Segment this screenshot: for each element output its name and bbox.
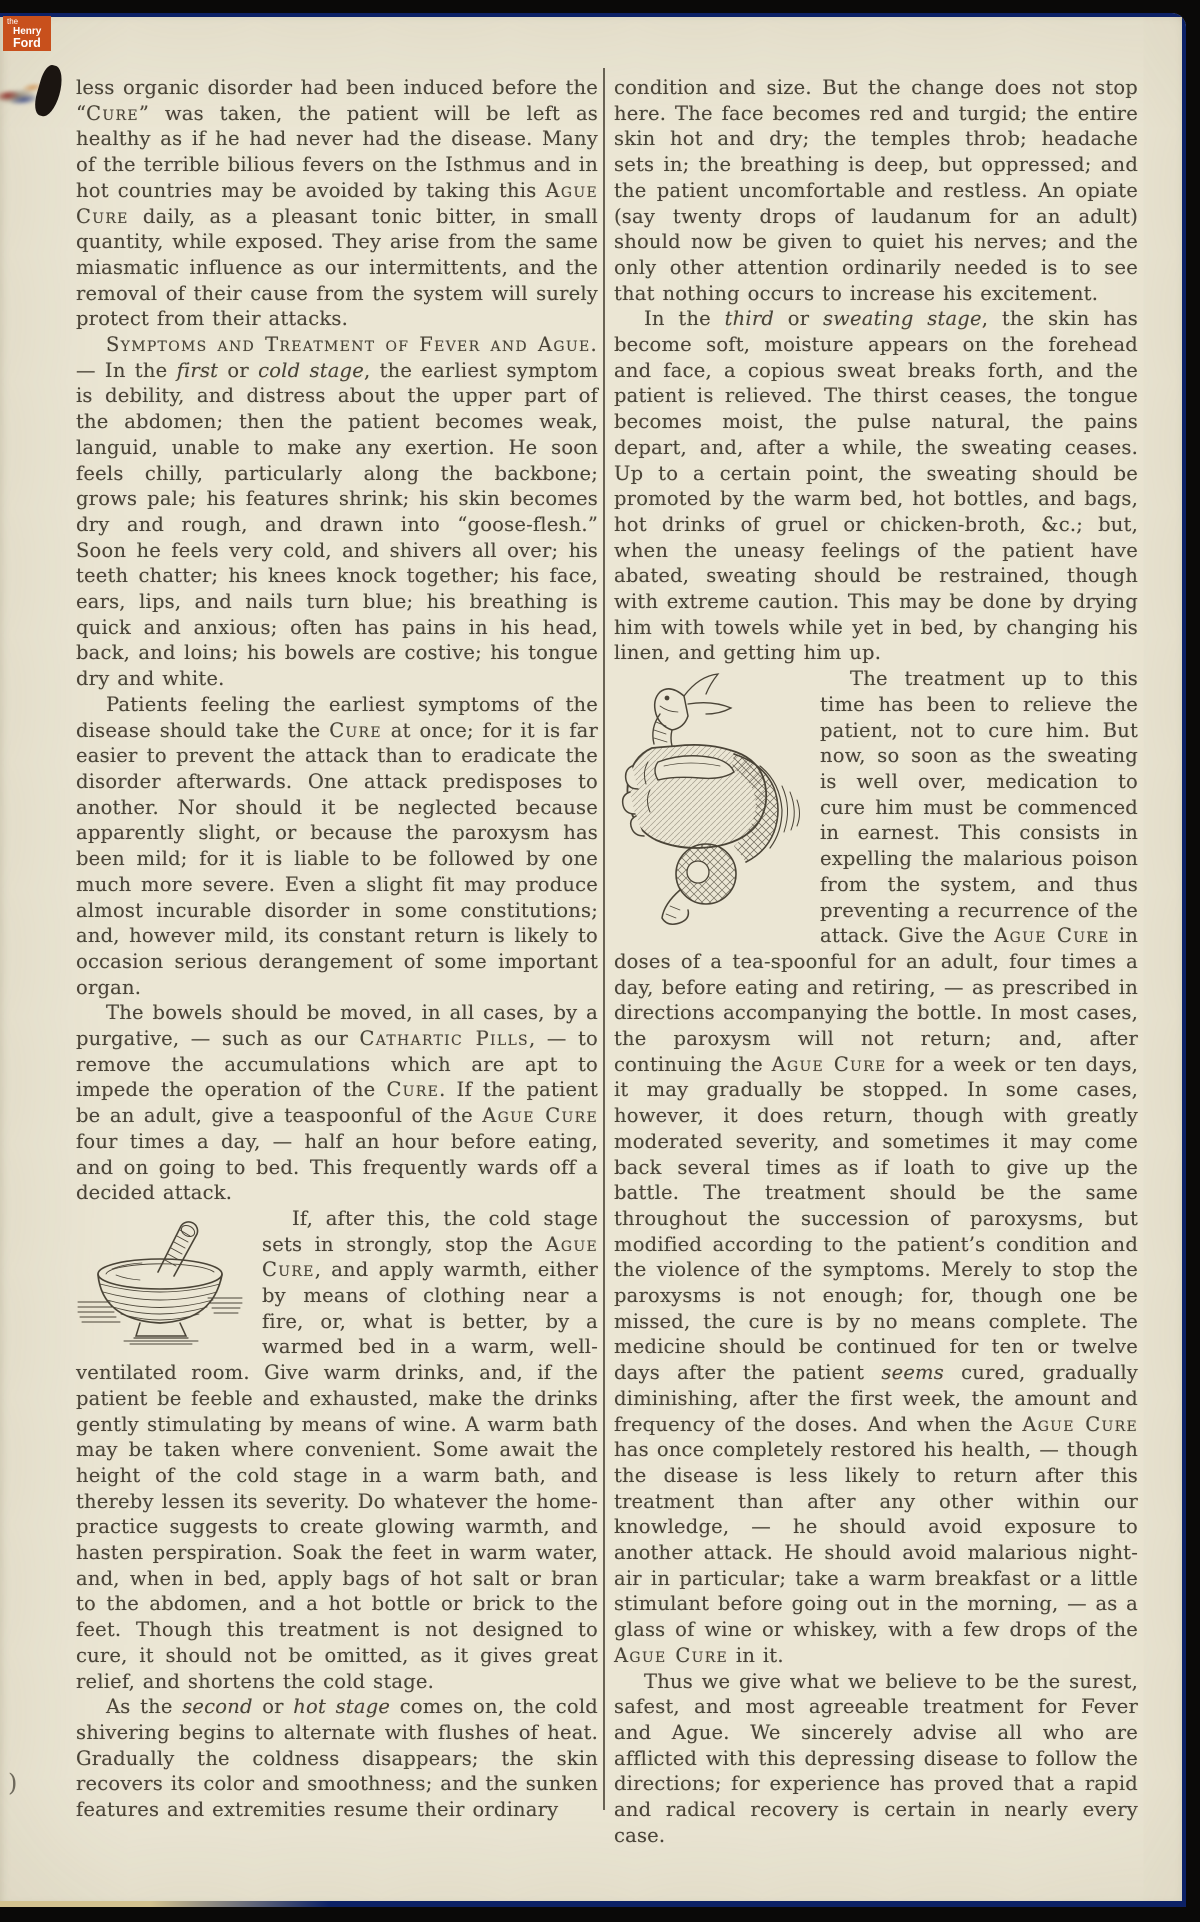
italic-phrase: cold stage [258,358,364,382]
paragraph: As the second or hot stage comes on, the cold shivering begins to alternate with flushes of heat. Gradually the coldness disappears; the skin recovers its color and smoothness; and the sunken features and extremities resume their ordinary [76,1695,598,1822]
small-caps-phrase: Cure [86,101,139,125]
right-column [614,75,1138,1849]
italic-phrase: first [176,358,219,382]
henry-ford-logo [3,16,51,51]
small-caps-phrase: Cure [386,1078,440,1102]
paragraph: The treatment up to this time has been to relieve the patient, not to cure him. But now, so soon as the sweating is well over, medication to cure him must be commenced in earnest. This consists in expelling the malarious poison from the system, and thus preventing a recurrence of the attack. Give the Ague Cure in doses of a tea-spoonful for an adult, four times a day, before eating and retiring, — as prescribed in directions accompanying the bottle. In most cases, the paroxysm will not return; and, after continuing the Ague Cure for a week or ten days, it may gradually be stopped. In some cases, however, it does return, though with greatly moderated severity, and sometimes it may come back several times as if loath to give up the battle. The treatment should be the same throughout the succession of paroxysms, but modified according to the patient’s condition and the violence of the symptoms. Merely to stop the paroxysms is not enough; for, though one be missed, the cure is by no means complete. The medicine should be continued for ten or twelve days after the patient seems cured, gradually diminishing, after the first week, the amount and frequency of the doses. And when the Ague Cure has once completely restored his health, — though the disease is less likely to return after this treatment than after any other within our knowledge, — he should avoid exposure to another attack. He should avoid malarious night-air in particular; take a warm breakfast or a little stimulant before going out in the morning, — as a glass of wine or whiskey, with a few drops of the Ague Cure in it. [614,667,1138,1667]
small-caps-phrase: Ague Cure [262,1232,598,1282]
italic-phrase: sweating stage [822,307,982,331]
paragraph: If, after this, the cold stage sets in strongly, stop the Ague Cure, and apply warmth, either by means of clothing near a fire, or, what is better, by a warmed bed in a warm, well-ventilated room. Give warm drinks, and, if the patient be feeble and exhausted, make the drinks gently stimulating by means of wine. A warm bath may be taken where convenient. Some await the height of the cold stage in a warm bath, and thereby lessen its severity. Do whatever the home-practice suggests to create glowing warmth, and hasten perspiration. Soak the feet in warm water, and, when in bed, apply bags of hot salt or bran to the abdomen, and a hot bottle or brick to the feet. Though this treatment is not designed to cure, it should not be omitted, as it gives great relief, and shortens the cold stage. [76,1206,598,1693]
paragraph: In the third or sweating stage, the skin has become soft, moisture appears on the forehead and face, a copious sweat breaks forth, and the patient is relieved. The thirst ceases, the tongue becomes moist, the pulse natural, the pains depart, and, after a while, the sweating ceases. Up to a certain point, the sweating should be promoted by the warm bed, hot bottles, and bags, hot drinks of gruel or chicken-broth, &c.; but, when the uneasy feelings of the patient have abated, sweating should be restrained, though with extreme caution. This may be done by drying him with towels while yet in bed, by changing his linen, and getting him up. [614,307,1139,665]
paragraph: The bowels should be moved, in all cases, by a purgative, — such as our Cathartic Pills, — to remove the accumulations which are apt to impede the operation of the Cure. If the patient be an adult, give a teaspoonful of the Ague Cure four times a day, — half an hour before eating, and on going to bed. This frequently wards off a decided attack. [76,1001,598,1205]
hand-snake-icon [614,670,804,932]
small-caps-phrase: Ague Cure [76,178,598,228]
small-caps-phrase: Ague Cure [771,1052,887,1076]
paragraph: condition and size. But the change does not stop here. The face becomes red and turgid; the entire skin hot and dry; the temples throb; headache sets in; the breathing is deep, but oppressed; and the patient uncomfortable and restless. An opiate (say twenty drops of laudanum for an adult) should now be given to quiet his nerves; and the only other attention ordinarily needed is to see that nothing occurs to increase his excitement. [614,76,1138,305]
small-caps-phrase: Ague Cure [482,1104,598,1128]
italic-phrase: second [182,1695,253,1719]
hand-clutching-snake-engraving [614,670,804,932]
italic-phrase: hot stage [293,1695,391,1719]
page-edge-right [1182,13,1186,1907]
italic-phrase: seems [881,1361,944,1385]
small-caps-phrase: Ague Cure [614,1643,729,1667]
left-column [76,75,598,1823]
small-caps-phrase: Cure [329,718,382,742]
paragraph: Thus we give what we believe to be the surest, safest, and most agreeable treatment for Fever and Ague. We sincerely advise all who are afflicted with this depressing disease to follow the directions; for experience has proved that a rapid and radical recovery is certain in nearly every case. [614,1669,1138,1847]
small-caps-phrase: Ague Cure [994,924,1110,948]
logo-the: the [7,17,19,26]
paragraph: Patients feeling the earliest symptoms of the disease should take the Cure at once; for it is far easier to prevent the attack than to eradicate the disorder afterwards. One attack predisposes to another. Nor should it be neglected because apparently slight, or because the paroxysm has been mild; for it is liable to be followed by one much more severe. Even a slight fit may produce almost incurable disorder in some constitutions; and, however mild, its constant return is likely to occasion serious derangement of some important organ. [76,692,598,999]
bowl-and-spoon-engraving [76,1214,246,1346]
logo-henry: Henry [13,26,42,37]
margin-mark: ) [8,1769,18,1797]
pamphlet-page [0,13,1186,1907]
italic-phrase: third [724,307,775,331]
column-divider-rule [603,68,605,1810]
small-caps-phrase: Symptoms and Treatment of Fever and Ague. [106,333,598,357]
small-caps-phrase: Cathartic Pills [359,1027,529,1051]
logo-ford: Ford [13,36,41,50]
paragraph: Symptoms and Treatment of Fever and Ague. — In the first or cold stage, the earliest symptom is debility, and distress about the upper part of the abdomen; then the patient becomes weak, languid, unable to make any exertion. He soon feels chilly, particularly along the backbone; grows pale; his features shrink; his skin becomes dry and rough, and drawn into “goose-flesh.” Soon he feels very cold, and shivers all over; his teeth chatter; his knees knock together; his face, ears, lips, and nails turn blue; his breathing is quick and anxious; often has pains in his head, back, and loins; his bowels are costive; his tongue dry and white. [76,333,598,691]
small-caps-phrase: Ague Cure [1022,1412,1138,1436]
paragraph: less organic disorder had been induced before the “Cure” was taken, the patient will be left as healthy as if he had never had the disease. Many of the terrible bilious fevers on the Isthmus and in hot countries may be avoided by taking this Ague Cure daily, as a pleasant tonic bitter, in small quantity, while exposed. They arise from the same miasmatic influence as our intermittents, and the removal of their cause from the system will surely protect from their attacks. [76,76,598,331]
bowl-spoon-icon [76,1214,246,1346]
page-edge-top [0,13,1186,17]
page-edge-bottom [0,1901,1186,1907]
